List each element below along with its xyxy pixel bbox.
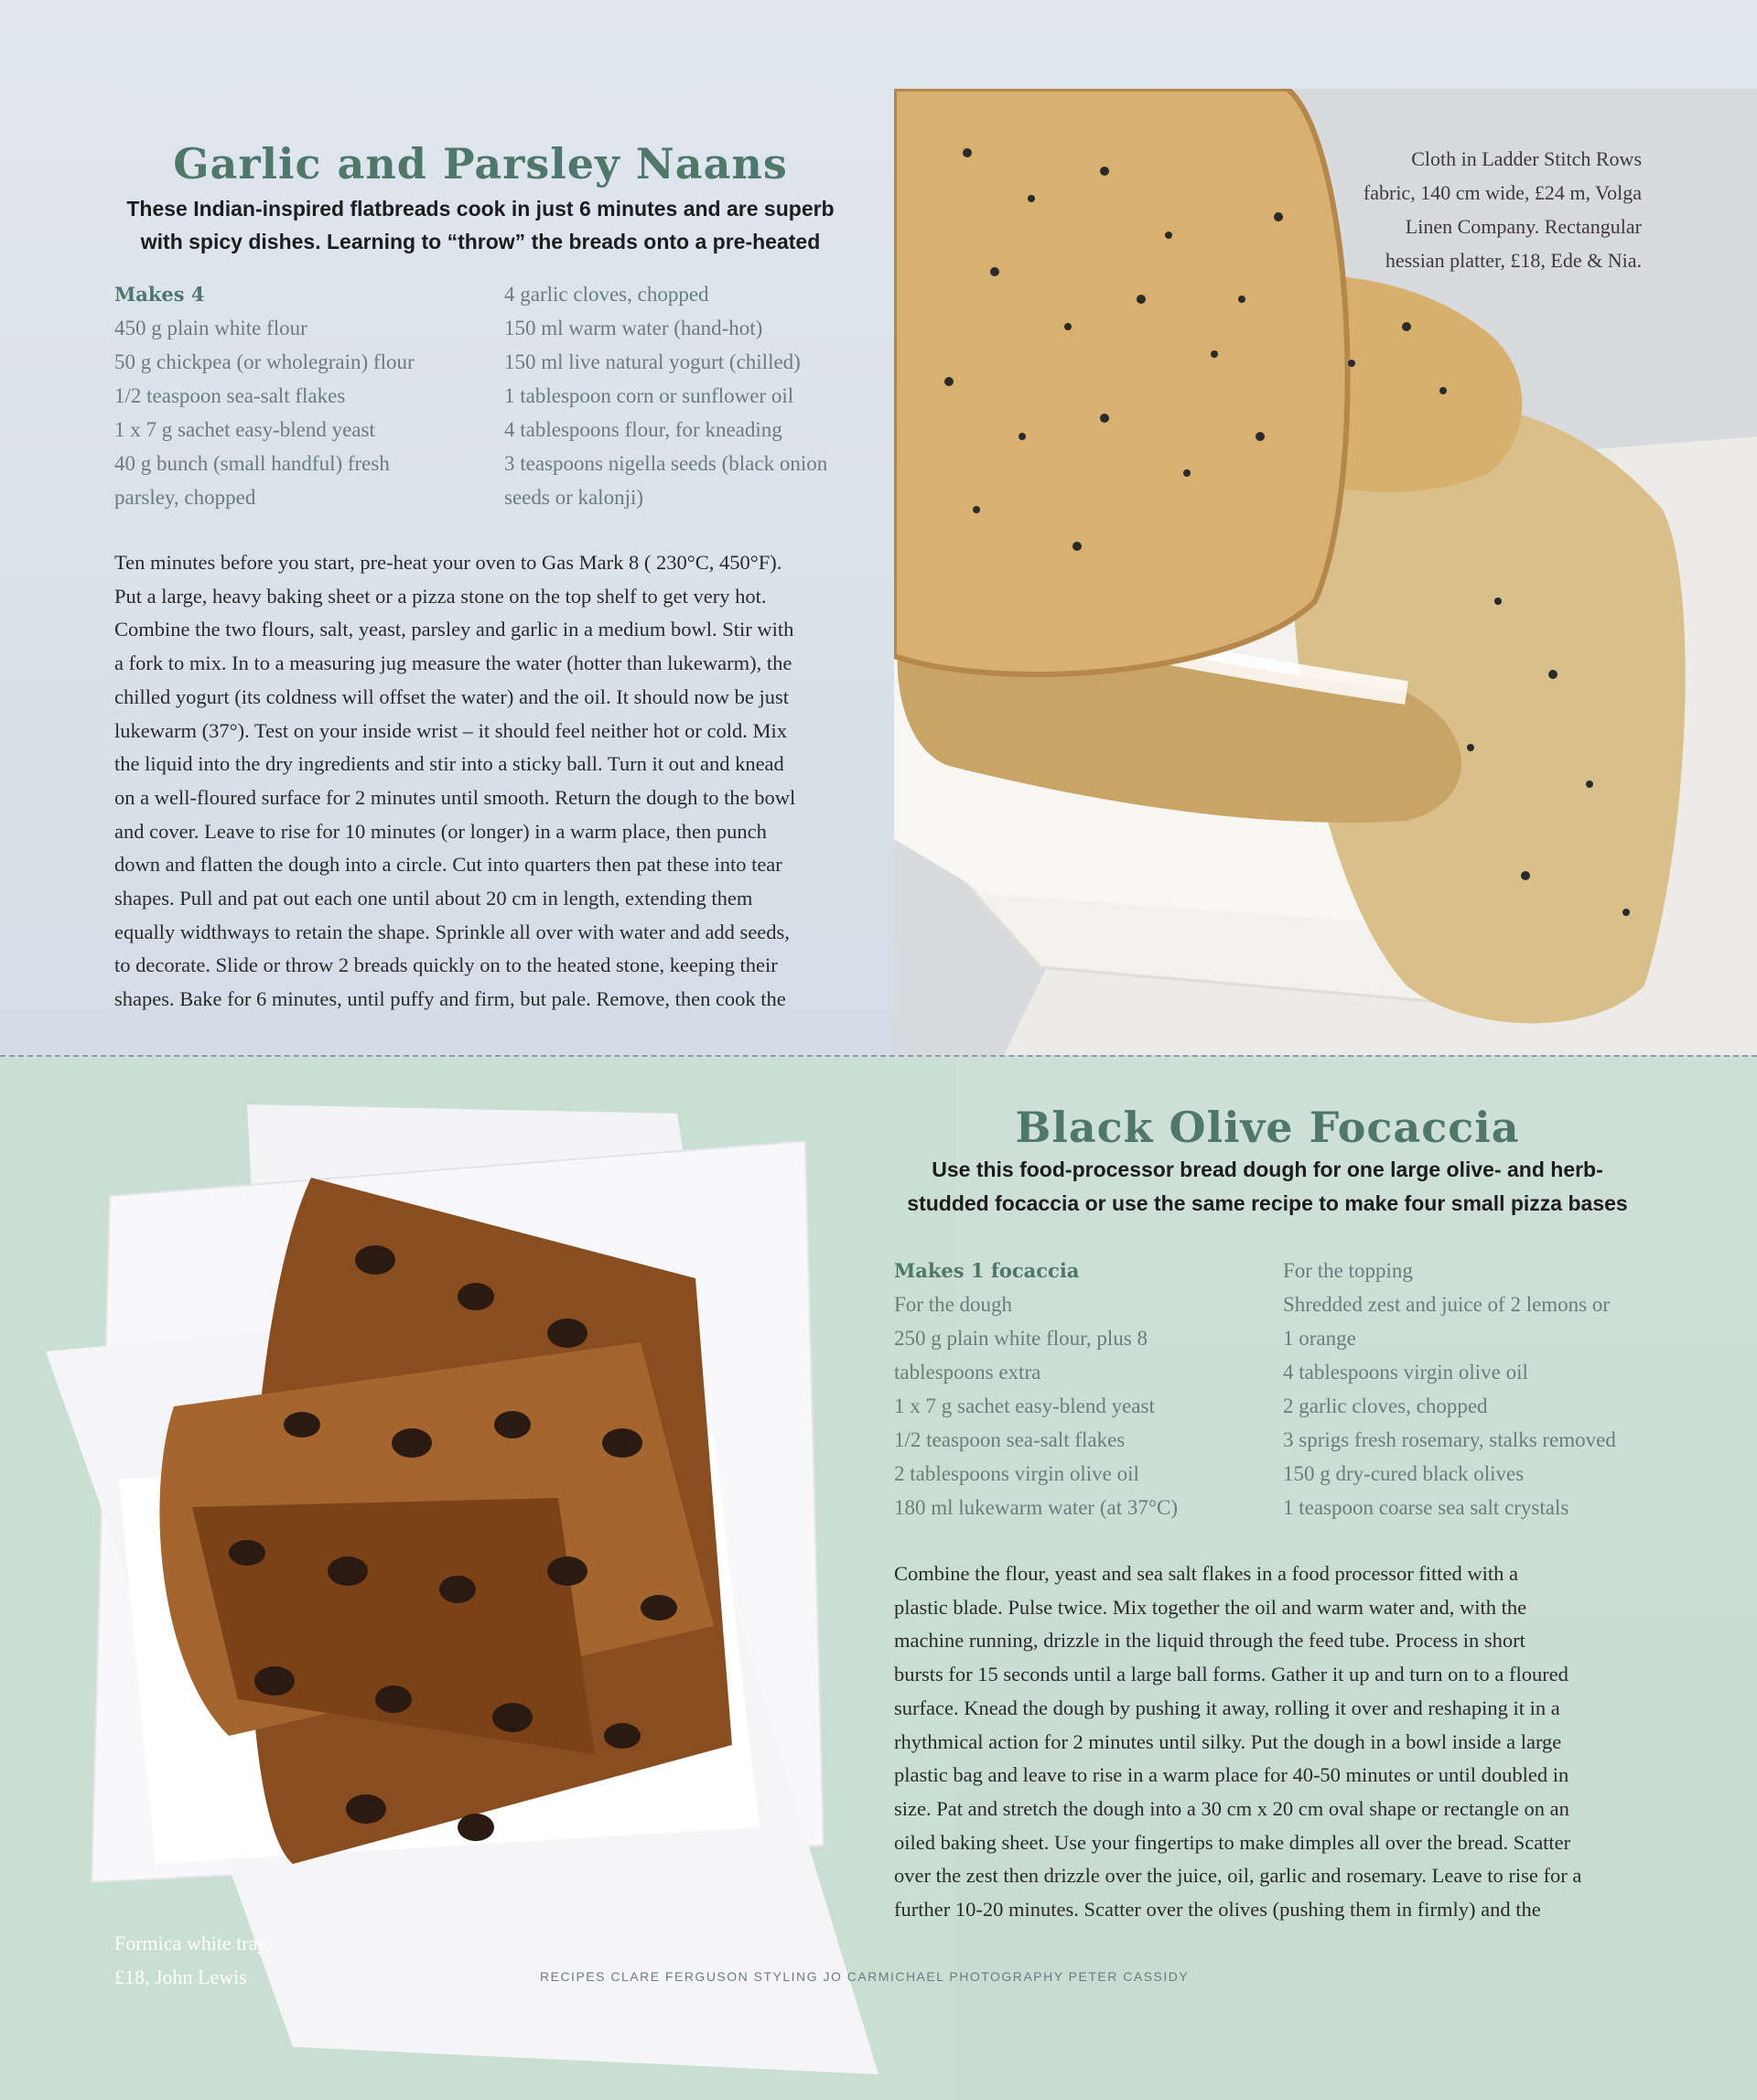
- section-divider: [0, 1055, 1757, 1057]
- ingredient-item: 2 tablespoons virgin olive oil: [894, 1462, 1139, 1485]
- credit-line: £18, John Lewis: [114, 1965, 247, 1988]
- method-line: bursts for 15 seconds until a large ball forms. Gather it up and turn on to a floured: [894, 1663, 1568, 1686]
- focaccia-ingredients-left: [894, 1254, 1178, 1524]
- method-line: shapes. Bake for 6 minutes, until puffy and firm, but pale. Remove, then cook the: [114, 987, 786, 1011]
- focaccia-makes: Makes 1 focaccia: [894, 1259, 1080, 1282]
- method-line: the liquid into the dry ingredients and stir into a sticky ball. Turn it out and knead: [114, 752, 784, 776]
- method-line: rhythmical action for 2 minutes until silky. Put the dough in a bowl inside a large: [894, 1729, 1562, 1753]
- method-line: shapes. Pull and pat out each one until about 20 cm in length, extending them: [114, 887, 753, 910]
- focaccia-photo-credit: [114, 1926, 271, 1994]
- ingredient-item: 50 g chickpea (or wholegrain) flour: [114, 350, 415, 373]
- method-line: Combine the flour, yeast and sea salt flakes in a food processor fitted with a: [894, 1562, 1519, 1585]
- ingredient-item: 150 ml warm water (hand-hot): [504, 317, 763, 339]
- ingredient-item: 1 tablespoon corn or sunflower oil: [504, 384, 794, 407]
- ingredient-item: 1 teaspoon coarse sea salt crystals: [1283, 1496, 1569, 1519]
- method-line: equally widthways to retain the shape. Sprinkle all over with water and add seeds,: [114, 920, 790, 943]
- method-line: Ten minutes before you start, pre-heat your oven to Gas Mark 8 ( 230°C, 450°F).: [114, 551, 782, 574]
- focaccia-method: [894, 1557, 1663, 1927]
- method-line: a fork to mix. In to a measuring jug measure the water (hotter than lukewarm), the: [114, 652, 792, 675]
- ingredient-item: 3 teaspoons nigella seeds (black onion: [504, 452, 828, 475]
- method-line: machine running, drizzle in the liquid through the feed tube. Process in short: [894, 1629, 1525, 1653]
- ingredient-item: 1 orange: [1283, 1327, 1356, 1350]
- naan-ingredients-right: [504, 277, 827, 514]
- method-line: Combine the two flours, salt, yeast, parsley and garlic in a medium bowl. Stir with: [114, 618, 794, 641]
- naan-makes: Makes 4: [114, 283, 205, 306]
- method-line: and cover. Leave to rise for 10 minutes (or longer) in a warm place, then punch: [114, 819, 767, 843]
- ingredient-item: 4 garlic cloves, chopped: [504, 283, 709, 306]
- method-line: over the zest then drizzle over the juice, oil, garlic and rosemary. Leave to rise for a: [894, 1864, 1582, 1888]
- ingredient-item: 250 g plain white flour, plus 8: [894, 1327, 1148, 1350]
- naan-photo-credit: [1364, 142, 1642, 277]
- ingredient-item: 1 x 7 g sachet easy-blend yeast: [114, 418, 375, 441]
- credit-line: Cloth in Ladder Stitch Rows: [1411, 147, 1642, 170]
- ingredient-item: For the topping: [1283, 1259, 1413, 1282]
- method-line: plastic bag and leave to rise in a warm place for 40-50 minutes or until doubled in: [894, 1763, 1569, 1787]
- naan-method: [114, 546, 883, 1017]
- focaccia-intro-line-2: studded focaccia or use the same recipe to make four small pizza bases: [907, 1191, 1628, 1215]
- ingredient-item: 450 g plain white flour: [114, 317, 307, 339]
- naan-intro-line-1: These Indian-inspired flatbreads cook in just 6 minutes and are superb: [126, 197, 835, 221]
- ingredient-item: 1 x 7 g sachet easy-blend yeast: [894, 1395, 1155, 1417]
- ingredient-item: 1/2 teaspoon sea-salt flakes: [894, 1428, 1126, 1451]
- method-line: lukewarm (37°). Test on your inside wrist – it should feel neither hot or cold. Mix: [114, 718, 788, 742]
- method-line: surface. Knead the dough by pushing it away, rolling it over and reshaping it in a: [894, 1696, 1560, 1719]
- method-line: chilled yogurt (its coldness will offset the water) and the oil. It should now be just: [114, 684, 789, 708]
- ingredient-item: 40 g bunch (small handful) fresh: [114, 452, 390, 475]
- ingredient-item: For the dough: [894, 1293, 1013, 1316]
- focaccia-intro-line-1: Use this food-processor bread dough for one large olive- and herb-: [932, 1158, 1603, 1181]
- ingredient-item: parsley, chopped: [114, 486, 256, 509]
- ingredient-item: seeds or kalonji): [504, 486, 644, 509]
- ingredient-item: 4 tablespoons virgin olive oil: [1283, 1361, 1528, 1384]
- page-credits-footer: RECIPES CLARE FERGUSON STYLING JO CARMICHAEL PHOTOGRAPHY PETER CASSIDY: [540, 1969, 1190, 1984]
- naan-title: Garlic and Parsley Naans: [173, 139, 788, 188]
- method-line: down and flatten the dough into a circle. Cut into quarters then pat these into tear: [114, 853, 782, 877]
- ingredient-item: 150 ml live natural yogurt (chilled): [504, 350, 801, 373]
- ingredient-item: 1/2 teaspoon sea-salt flakes: [114, 384, 346, 407]
- method-line: to decorate. Slide or throw 2 breads quickly on to the heated stone, keeping their: [114, 953, 778, 977]
- ingredient-item: 4 tablespoons flour, for kneading: [504, 418, 782, 441]
- ingredient-item: tablespoons extra: [894, 1361, 1041, 1384]
- ingredient-item: 150 g dry-cured black olives: [1283, 1462, 1525, 1485]
- method-line: oiled baking sheet. Use your fingertips to make dimples all over the bread. Scatter: [894, 1830, 1571, 1854]
- ingredient-item: Shredded zest and juice of 2 lemons or: [1283, 1293, 1611, 1316]
- method-line: on a well-floured surface for 2 minutes until smooth. Return the dough to the bowl: [114, 785, 796, 809]
- method-line: further 10-20 minutes. Scatter over the olives (pushing them in firmly) and the: [894, 1898, 1541, 1922]
- credit-line: fabric, 140 cm wide, £24 m, Volga: [1363, 181, 1642, 204]
- focaccia-title: Black Olive Focaccia: [1015, 1103, 1520, 1152]
- naan-ingredients-left: [114, 277, 415, 514]
- method-line: size. Pat and stretch the dough into a 30 cm x 20 cm oval shape or rectangle on an: [894, 1796, 1569, 1820]
- naan-intro-line-2: with spicy dishes. Learning to “throw” the breads onto a pre-heated: [140, 230, 821, 253]
- ingredient-item: 180 ml lukewarm water (at 37°C): [894, 1496, 1179, 1519]
- credit-line: Formica white tray,: [114, 1932, 272, 1955]
- method-line: plastic blade. Pulse twice. Mix together the oil and warm water and, with the: [894, 1595, 1527, 1619]
- ingredient-item: 3 sprigs fresh rosemary, stalks removed: [1283, 1428, 1616, 1451]
- method-line: Put a large, heavy baking sheet or a pizza stone on the top shelf to get very hot.: [114, 584, 767, 608]
- focaccia-ingredients-right: [1283, 1254, 1616, 1524]
- ingredient-item: 2 garlic cloves, chopped: [1283, 1395, 1488, 1417]
- credit-line: Linen Company. Rectangular: [1405, 215, 1642, 238]
- credit-line: hessian platter, £18, Ede & Nia.: [1385, 249, 1642, 272]
